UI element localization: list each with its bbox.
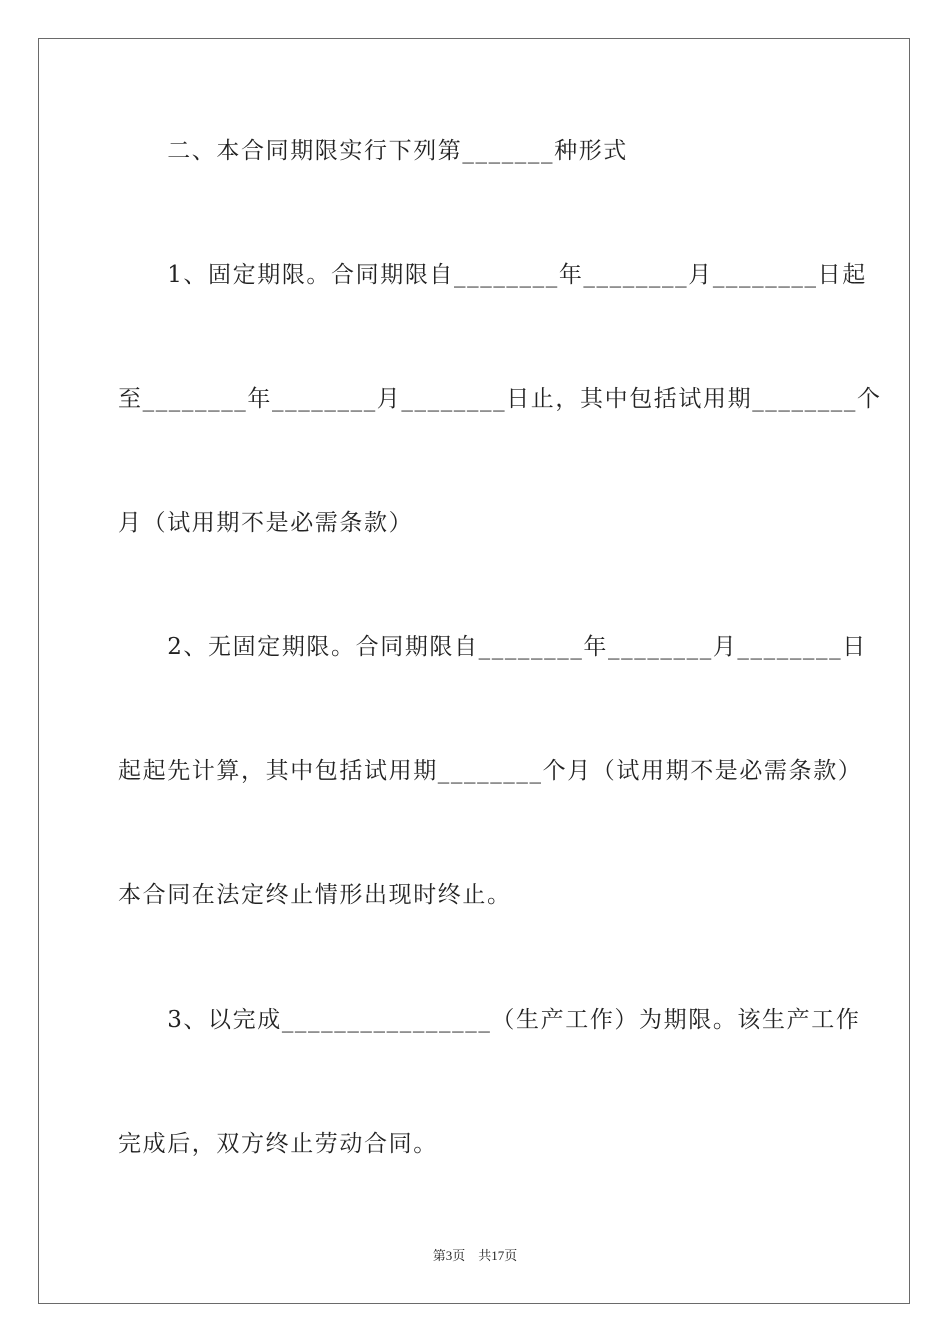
fixed-term-clause-line-3: 月（试用期不是必需条款） (118, 510, 414, 536)
open-term-clause-line-3: 本合同在法定终止情形出现时终止。 (118, 882, 512, 908)
open-term-clause-line-2: 起起先计算，其中包括试用期________个月（试用期不是必需条款） (118, 758, 863, 784)
fixed-term-clause-line-2: 至________年________月________日止，其中包括试用期________个 (118, 386, 882, 412)
task-term-clause-line-2: 完成后，双方终止劳动合同。 (118, 1131, 438, 1157)
page-number-footer: 第3页 共17页 (432, 1248, 518, 1263)
open-term-clause-line-1: 2、无固定期限。合同期限自________年________月________日 (118, 634, 867, 660)
contract-term-heading: 二、本合同期限实行下列第_______种形式 (118, 138, 628, 164)
page-border (38, 38, 910, 1304)
fixed-term-clause-line-1: 1、固定期限。合同期限自________年________月________日起 (118, 262, 867, 288)
task-term-clause-line-1: 3、以完成________________（生产工作）为期限。该生产工作 (118, 1007, 861, 1033)
